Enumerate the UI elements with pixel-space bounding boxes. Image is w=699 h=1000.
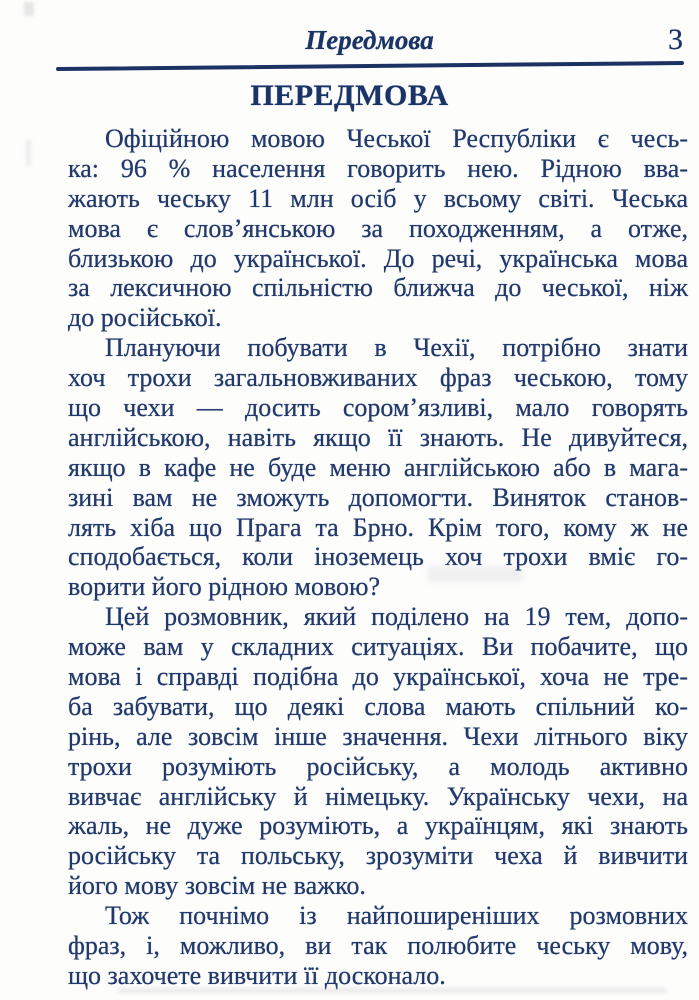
scan-artifact [24, 2, 34, 16]
text-line: російську та польську, зрозуміти чеха й вивчити [68, 841, 688, 871]
text-line: лять хіба що Прага та Брно. Крім того, кому ж не [68, 512, 688, 542]
scan-artifact [26, 140, 31, 166]
text-line: за лексичною спільністю ближча до чеської, ніж [68, 273, 688, 303]
text-line: сподобається, коли іноземець хоч трохи вміє го- [68, 542, 688, 572]
text-line: хоч трохи загальновживаних фраз чеською, тому [68, 363, 688, 393]
text-line: якщо в кафе не буде меню англійською або в мага- [68, 452, 688, 482]
text-line: жаль, не дуже розуміють, а українцям, які знають [68, 811, 688, 841]
text-line: мова є слов’янською за походженням, а отже, [68, 213, 688, 243]
text-line: рінь, але зовсім інше значення. Чехи літнього віку [68, 721, 688, 751]
text-line: його мову зовсім не важко. [68, 871, 366, 901]
text-line: вивчає англійську й німецьку. Українську чехи, на [68, 781, 688, 811]
running-head: Передмова [305, 25, 434, 55]
text-line: Цей розмовник, який поділено на 19 тем, допо- [105, 602, 688, 632]
text-line: зині вам не зможуть допомогти. Виняток станов- [68, 482, 688, 512]
text-line: до російської. [68, 303, 222, 333]
text-line: англійською, навіть якщо її знають. Не дивуйтеся, [68, 422, 688, 452]
text-line: Тож почнімо із найпоширеніших розмовних [105, 901, 688, 931]
text-line: що захочете вивчити її досконало. [68, 960, 446, 990]
header-rule [56, 61, 684, 71]
text-line: може вам у складних ситуаціях. Ви побачите, що [68, 632, 688, 662]
text-line: що чехи — досить сором’язливі, мало говорять [68, 393, 688, 423]
text-line: жають чеську 11 млн осіб у всьому світі. Чеська [68, 183, 688, 213]
text-line: ворити його рідною мовою? [68, 572, 381, 602]
page-number: 3 [668, 23, 683, 56]
text-line: ка: 96 % населення говорить нею. Рідною вва- [68, 153, 688, 183]
text-line: Офіційною мовою Чеської Республіки є чесь- [105, 124, 688, 153]
body-text [68, 124, 688, 991]
text-line: фраз, і, можливо, ви так полюбите чеську мову, [68, 931, 688, 961]
page-title: ПЕРЕДМОВА [250, 79, 449, 112]
text-line: близькою до української. До речі, українська мова [68, 243, 688, 273]
text-line: трохи розуміють російську, а молодь активно [68, 751, 688, 781]
text-line: Плануючи побувати в Чехії, потрібно знати [105, 333, 688, 363]
text-line: мова і справді подібна до української, хоча не тре- [68, 662, 688, 692]
text-line: ба забувати, що деякі слова мають спільний ко- [68, 691, 688, 721]
